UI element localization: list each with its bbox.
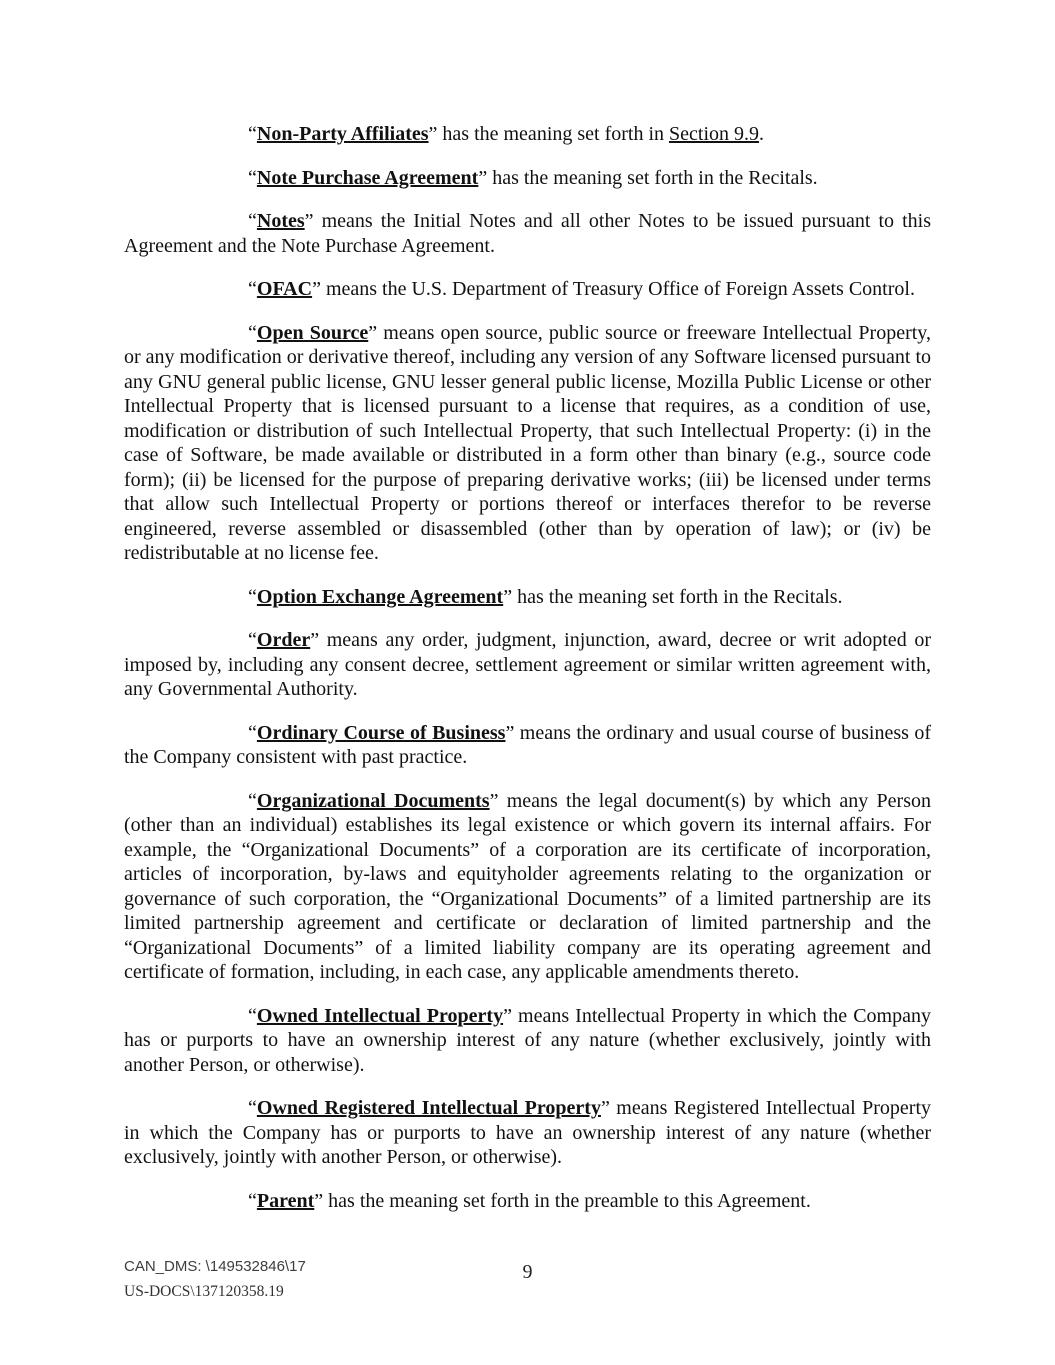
definition-paragraph [124,1096,931,1170]
defined-term: Ordinary Course of Business [256,721,506,744]
footer-doc-id-can-dms: CAN_DMS: \149532846\17 [124,1258,306,1275]
definition-text: ” means the U.S. Department of Treasury Office of Foreign Assets Control. [312,278,915,300]
definition-text: “ [248,1189,257,1212]
definition-text: ” means the legal document(s) by which any Person (other than an individual) establishes its legal existence or which govern its internal affairs. For example, the “Organizational Documents” of a corporation are its certificate of incorporation, articles of incorporation, by-laws and equityholder agreements relating to the organization or governance of such corporation, the “Organizational Documents” of a limited partnership are its limited partnership agreement and certificate or declaration of limited partnership and the “Organizational Documents” of a limited liability company are its operating agreement and certificate of formation, including, in each case, any applicable amendments thereto. [124,789,931,983]
defined-term: Organizational Documents [256,789,490,812]
definition-paragraph [124,628,931,702]
definition-text: “ [248,629,257,651]
definition-text: ” means any order, judgment, injunction, award, decree or writ adopted or imposed by, including any consent decree, settlement agreement or similar written agreement with, any Governmental Authority. [124,629,931,700]
defined-term: Notes [256,210,305,232]
definition-paragraph [124,585,931,610]
definition-paragraph [124,1189,931,1214]
defined-term: Non-Party Affiliates [256,123,429,145]
definition-text: “ [248,585,257,608]
definition-text: ” has the meaning set forth in [428,123,670,145]
defined-term: Open Source [256,321,369,344]
definition-text: ” means the Initial Notes and all other Notes to be issued pursuant to this Agreement and the Note Purchase Agreement. [124,210,931,257]
definition-paragraph [124,321,931,566]
definition-paragraph [124,277,931,302]
definition-paragraph [124,1004,931,1078]
definition-text: . [759,123,765,145]
definition-text: ” has the meaning set forth in the Recitals. [478,166,818,189]
definition-text: “ [248,1097,257,1119]
defined-term: Owned Registered Intellectual Property [256,1097,601,1119]
defined-term: Order [256,629,311,651]
defined-term: OFAC [256,278,313,300]
definition-text: “ [248,321,257,344]
defined-term: Parent [256,1189,315,1212]
defined-term: Option Exchange Agreement [256,585,504,608]
definition-text: “ [248,721,257,744]
section-reference: Section 9.9 [669,123,760,145]
definition-paragraph [124,209,931,258]
definition-text: ” has the meaning set forth in the Recitals. [503,585,843,608]
definition-text: “ [248,789,257,812]
definition-paragraph [124,721,931,770]
defined-term: Owned Intellectual Property [256,1004,504,1027]
definition-text: ” means Registered Intellectual Property in which the Company has or purports to have an ownership interest of any nature (whether exclusively, jointly with another Person, or otherwise). [124,1097,932,1168]
definition-text: “ [248,1004,257,1027]
definition-paragraph [124,122,931,147]
definition-text: “ [248,166,257,189]
definition-paragraph [124,166,931,191]
page-number: 9 [522,1261,533,1283]
definition-text: ” means open source, public source or freeware Intellectual Property, or any modification or derivative thereof, including any version of any Software licensed pursuant to any GNU general public license, GNU lesser general public license, Mozilla Public License or other Intellectual Property that is licensed pursuant to a license that requires, as a condition of use, modification or distribution of such Intellectual Property, that such Intellectual Property: (i) in the case of Software, be made available or distributed in a form other than binary (e.g., source code form); (ii) be licensed for the purpose of preparing derivative works; (iii) be licensed under terms that allow such Intellectual Property or portions thereof or interfaces therefor to be reverse engineered, reverse assembled or disassembled (other than by operation of law); or (iv) be redistributable at no license fee. [124,321,931,564]
definitions-list [124,122,931,1232]
definition-text: ” means Intellectual Property in which the Company has or purports to have an ownership interest of any nature (whether exclusively, jointly with another Person, or otherwise). [124,1004,931,1076]
definition-text: “ [248,123,257,145]
definition-paragraph [124,789,931,985]
definition-text: “ [248,278,257,300]
definition-text: ” has the meaning set forth in the preamble to this Agreement. [314,1189,811,1212]
defined-term: Note Purchase Agreement [256,166,479,189]
footer-doc-id-us-docs: US-DOCS\137120358.19 [124,1283,284,1300]
definition-text: ” means the ordinary and usual course of business of the Company consistent with past practice. [124,721,931,768]
definition-text: “ [248,210,257,232]
